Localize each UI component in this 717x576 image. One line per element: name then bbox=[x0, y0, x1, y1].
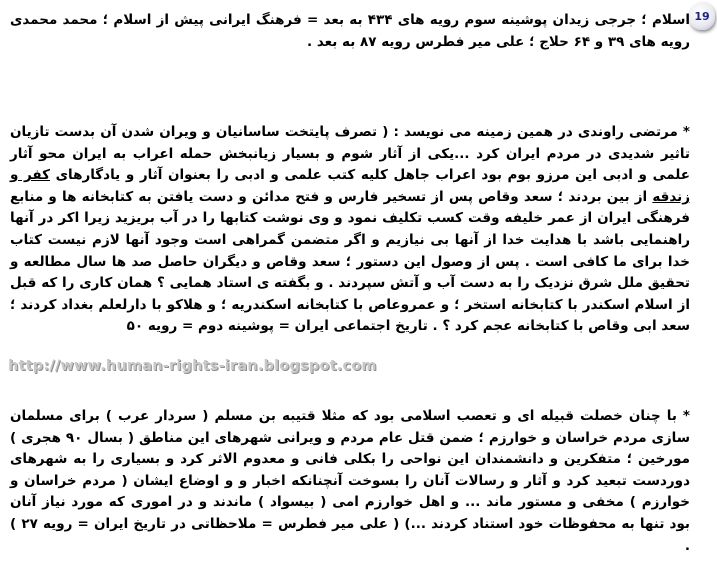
paragraph-references: اسلام ؛ جرجی زیدان پوشینه سوم رویه های ۴۳۴ به بعد = فرهنگ ایرانی پیش از اسلام ؛ محمد محمدی رویه های ۳۹ و ۶۴ حلاج ؛ علی میر فطرس رویه ۸۷ به بعد . bbox=[10, 12, 690, 50]
page-number-badge bbox=[689, 2, 715, 30]
paragraph-ravandi-quote bbox=[10, 122, 690, 338]
paragraph-text-end: از بین بردند ؛ سعد وقاص پس از تسخیر فارس و فتح مدائن و دست یافتن به کتابخانه ها و منابع فرهنگی ایران از عمر خلیفه وقت کسب تکلیف نمود و وی نوشت کتابها را در آب بریزید زیرا اکر در آنها راهنمایی باشد با هدایت خدا از آنها بی نیازیم و اگر متضمن گمراهی است وجود آنها لازم نیست کتاب خدا برای ما کافی است . پس از وصول این دستور ؛ سعد وقاص و دیگران حاصل صد ها سال مطالعه و تحقیق ملل شرق نزدیک را به دست آب و آتش سپردند . و بگفته ی استاد همایی ؟ همان کاری را که قبل از اسلام اسکندر با کتابخانه استخر ؛ و عمروعاص با کتابخانه اسکندریه ؛ و هلاکو با دارلعلم بغداد کردند ؛ سعد ابی وقاص با کتابخانه عجم کرد ؟ . تاریخ اجتماعی ایران = پوشینه دوم = رویه ۵۰ bbox=[10, 188, 690, 335]
underlined-phrase: کفر و زندقه bbox=[10, 167, 690, 205]
page-number: 19 bbox=[694, 9, 710, 23]
paragraph-text-start: * مرتضی راوندی در همین زمینه می نویسد : ( تصرف پایتخت ساسانیان و ویران شدن آن بدست تازیان تاثیر شدیدی در مردم ایران کرد ...یکی از آثار شوم و بسیار زیانبخش حمله اعراب به ایران محو آثار علمی و ادبی این مرزو بوم بود اعراب جاهل کلیه کتب علمی و ادبی را بعنوان آثار و یادگارهای bbox=[10, 124, 691, 184]
blog-watermark: http://www.human-rights-iran.blogspot.com bbox=[8, 358, 377, 374]
paragraph-qutaybah: * با چنان خصلت قبیله ای و تعصب اسلامی بود که مثلا قتیبه بن مسلم ( سردار عرب ) برای مسلمان سازی مردم خراسان و خوارزم ؛ ضمن قتل عام مردم و ویرانی شهرهای این مناطق ( بسال ۹۰ هجری ) مورخین ؛ متفکرین و دانشمندان این نواحی را بکلی فانی و معدوم الاثر کرد و بسیاری را به شهرهای دوردست تبعید کرد و آثار و رسالات آنان را بسوخت آنچنانکه اخبار و و اوضاع ایشان ( مردم خراسان و خوارزم ) مخفی و مستور ماند ... و اهل خوارزم امی ( بیسواد ) ماندند و در اموری که مورد نیاز آنان بود تنها به محفوظات خود استناد کردند ...) ( علی میر فطرس = ملاحظاتی در تاریخ ایران = رویه ۲۷ ) . bbox=[10, 408, 690, 554]
